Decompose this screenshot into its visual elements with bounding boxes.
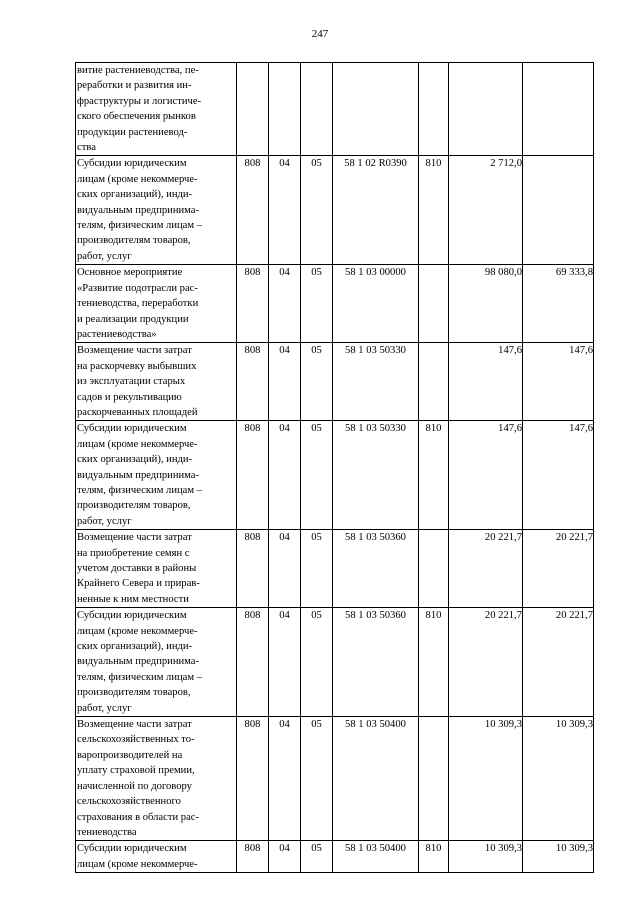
ministry-code-cell: 808 — [237, 717, 269, 841]
ministry-code-cell: 808 — [237, 265, 269, 343]
target-article-cell: 58 1 03 50360 — [333, 530, 419, 608]
section-code-cell: 04 — [269, 717, 301, 841]
table-row — [76, 63, 594, 156]
budget-table — [75, 62, 594, 873]
amount-year-2-cell — [523, 63, 594, 156]
table-row — [76, 717, 594, 841]
item-name-cell: Возмещение части затрат на приобретение семян с учетом доставки в районы Крайнего Севера и прирав- ненные к ним местности — [76, 530, 237, 608]
amount-year-1-cell: 20 221,7 — [449, 530, 523, 608]
subsection-code-cell: 05 — [301, 717, 333, 841]
amount-year-2-cell: 147,6 — [523, 343, 594, 421]
amount-year-1-cell: 147,6 — [449, 421, 523, 530]
item-name-cell: Субсидии юридическим лицам (кроме некоммерче- ских организаций), инди- видуальным предпринима- телям, физическим лицам – производителям товаров, работ, услуг — [76, 156, 237, 265]
ministry-code-cell: 808 — [237, 421, 269, 530]
amount-year-2-cell: 69 333,8 — [523, 265, 594, 343]
amount-year-2-cell: 10 309,3 — [523, 717, 594, 841]
expense-type-cell: 810 — [419, 156, 449, 265]
expense-type-cell — [419, 63, 449, 156]
subsection-code-cell: 05 — [301, 530, 333, 608]
table-row — [76, 156, 594, 265]
amount-year-2-cell — [523, 156, 594, 265]
subsection-code-cell: 05 — [301, 265, 333, 343]
subsection-code-cell: 05 — [301, 421, 333, 530]
table-row — [76, 343, 594, 421]
expense-type-cell — [419, 530, 449, 608]
amount-year-2-cell: 20 221,7 — [523, 530, 594, 608]
amount-year-1-cell: 98 080,0 — [449, 265, 523, 343]
amount-year-1-cell: 10 309,3 — [449, 841, 523, 873]
subsection-code-cell: 05 — [301, 608, 333, 717]
amount-year-1-cell: 2 712,0 — [449, 156, 523, 265]
table-body — [76, 63, 594, 873]
section-code-cell: 04 — [269, 421, 301, 530]
item-name-cell: Субсидии юридическим лицам (кроме некоммерче- ских организаций), инди- видуальным предпринима- телям, физическим лицам – производителям товаров, работ, услуг — [76, 608, 237, 717]
expense-type-cell — [419, 265, 449, 343]
item-name-cell: Основное мероприятие «Развитие подотрасли рас- тениеводства, переработки и реализации продукции растениеводства» — [76, 265, 237, 343]
ministry-code-cell: 808 — [237, 530, 269, 608]
ministry-code-cell: 808 — [237, 156, 269, 265]
subsection-code-cell: 05 — [301, 156, 333, 265]
table-row — [76, 530, 594, 608]
expense-type-cell: 810 — [419, 841, 449, 873]
amount-year-2-cell: 147,6 — [523, 421, 594, 530]
subsection-code-cell: 05 — [301, 841, 333, 873]
amount-year-1-cell: 147,6 — [449, 343, 523, 421]
expense-type-cell — [419, 343, 449, 421]
target-article-cell: 58 1 03 00000 — [333, 265, 419, 343]
section-code-cell: 04 — [269, 841, 301, 873]
item-name-cell: витие растениеводства, пе- реработки и развития ин- фраструктуры и логистиче- ского обеспечения рынков продукции растениевод- ства — [76, 63, 237, 156]
target-article-cell: 58 1 03 50400 — [333, 841, 419, 873]
expense-type-cell: 810 — [419, 421, 449, 530]
expense-type-cell: 810 — [419, 608, 449, 717]
subsection-code-cell: 05 — [301, 343, 333, 421]
ministry-code-cell — [237, 63, 269, 156]
section-code-cell: 04 — [269, 343, 301, 421]
target-article-cell — [333, 63, 419, 156]
amount-year-1-cell — [449, 63, 523, 156]
target-article-cell: 58 1 02 R0390 — [333, 156, 419, 265]
amount-year-1-cell: 20 221,7 — [449, 608, 523, 717]
item-name-cell: Субсидии юридическим лицам (кроме некоммерче- ских организаций), инди- видуальным предпринима- телям, физическим лицам – производителям товаров, работ, услуг — [76, 421, 237, 530]
section-code-cell: 04 — [269, 530, 301, 608]
section-code-cell — [269, 63, 301, 156]
subsection-code-cell — [301, 63, 333, 156]
page-number: 247 — [311, 28, 329, 40]
ministry-code-cell: 808 — [237, 841, 269, 873]
section-code-cell: 04 — [269, 608, 301, 717]
target-article-cell: 58 1 03 50400 — [333, 717, 419, 841]
table-row — [76, 841, 594, 873]
amount-year-2-cell: 20 221,7 — [523, 608, 594, 717]
item-name-cell: Возмещение части затрат на раскорчевку выбывших из эксплуатации старых садов и рекультивацию раскорчеванных площадей — [76, 343, 237, 421]
target-article-cell: 58 1 03 50330 — [333, 421, 419, 530]
item-name-cell: Возмещение части затрат сельскохозяйственных то- варопроизводителей на уплату страховой премии, начисленной по договору сельскохозяйственного страхования в области рас- тениеводства — [76, 717, 237, 841]
target-article-cell: 58 1 03 50330 — [333, 343, 419, 421]
amount-year-2-cell: 10 309,3 — [523, 841, 594, 873]
table-row — [76, 265, 594, 343]
item-name-cell: Субсидии юридическим лицам (кроме некоммерче- — [76, 841, 237, 873]
ministry-code-cell: 808 — [237, 343, 269, 421]
table-row — [76, 421, 594, 530]
section-code-cell: 04 — [269, 156, 301, 265]
target-article-cell: 58 1 03 50360 — [333, 608, 419, 717]
expense-type-cell — [419, 717, 449, 841]
amount-year-1-cell: 10 309,3 — [449, 717, 523, 841]
ministry-code-cell: 808 — [237, 608, 269, 717]
table-row — [76, 608, 594, 717]
section-code-cell: 04 — [269, 265, 301, 343]
